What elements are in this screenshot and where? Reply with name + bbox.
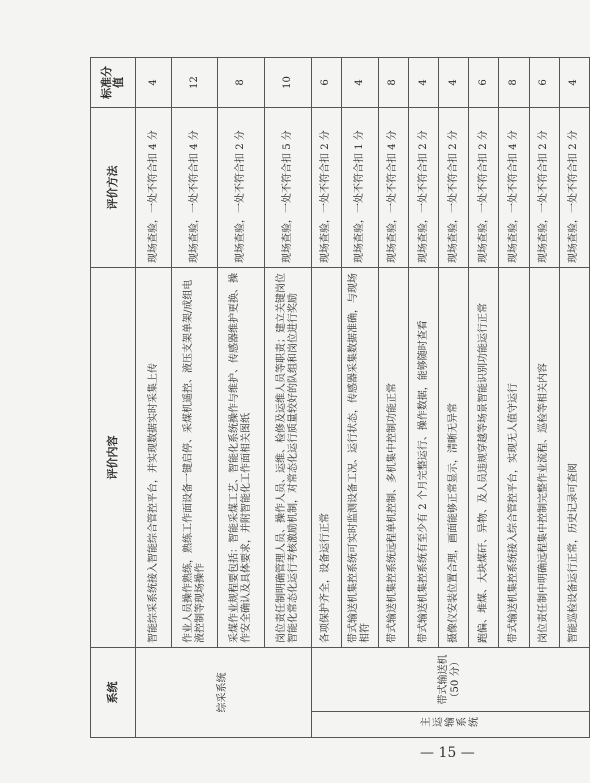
group-coal: 综采系统 xyxy=(136,647,311,737)
cell-score: 8 xyxy=(218,57,265,107)
cell-content: 带式输送机集控系统有至少有 2 个月完整运行、操作数据，能够随时查看 xyxy=(409,267,439,647)
cell-method: 现场查验，一处不符合扣 2 分 xyxy=(439,107,469,267)
cell-score: 6 xyxy=(529,57,559,107)
cell-content: 智能巡检设备运行正常，历史记录可查阅 xyxy=(559,267,589,647)
header-system: 系统 xyxy=(91,647,136,737)
cell-score: 6 xyxy=(311,57,341,107)
cell-score: 4 xyxy=(559,57,589,107)
cell-method: 现场查验，一处不符合扣 4 分 xyxy=(171,107,218,267)
group-main-transport: 主运输系统 xyxy=(311,712,589,738)
table-row xyxy=(499,57,529,737)
rotated-table-wrapper xyxy=(90,58,590,738)
cell-score: 8 xyxy=(499,57,529,107)
cell-method: 现场查验，一处不符合扣 4 分 xyxy=(499,107,529,267)
cell-content: 采煤作业规程要包括：智能采煤工艺、智能化系统操作与维护、传感器维护更换、操作安全确认及具体要求，并附智能化工作面相关图纸 xyxy=(218,267,265,647)
table-row xyxy=(439,57,469,737)
cell-method: 现场查验，一处不符合扣 2 分 xyxy=(409,107,439,267)
cell-method: 现场查验，一处不符合扣 2 分 xyxy=(529,107,559,267)
cell-method: 现场查验，一处不符合扣 2 分 xyxy=(311,107,341,267)
table-row xyxy=(136,57,172,737)
cell-content: 各项保护齐全，设备运行正常 xyxy=(311,267,341,647)
cell-content: 带式输送机集控系统远程单机控制、多机集中控制功能正常 xyxy=(378,267,408,647)
table-row xyxy=(218,57,265,737)
cell-score: 4 xyxy=(409,57,439,107)
cell-content: 带式输送机集控系统可实时监测设备工况、运行状态，传感器采集数据准确，与现场相符 xyxy=(341,267,378,647)
cell-content: 跑偏、堆煤、大块煤矸、异物、及人员违规穿越等场景智能识别功能运行正常 xyxy=(469,267,499,647)
header-method: 评价方法 xyxy=(91,107,136,267)
cell-method: 现场查验，一处不符合扣 4 分 xyxy=(136,107,172,267)
table-row xyxy=(341,57,378,737)
cell-score: 4 xyxy=(341,57,378,107)
cell-score: 4 xyxy=(439,57,469,107)
table-header-row xyxy=(91,57,136,737)
table-row xyxy=(265,57,312,737)
table-row xyxy=(559,57,589,737)
cell-score: 6 xyxy=(469,57,499,107)
page-number: — 15 — xyxy=(420,745,475,761)
cell-method: 现场查验，一处不符合扣 2 分 xyxy=(469,107,499,267)
cell-method: 现场查验，一处不符合扣 4 分 xyxy=(378,107,408,267)
table-row xyxy=(529,57,559,737)
cell-content: 岗位责任制中明确远程集中控制完整作业流程、巡检等相关内容 xyxy=(529,267,559,647)
evaluation-table xyxy=(90,57,590,738)
group-conveyor: 带式输送机（50 分） xyxy=(311,647,589,711)
header-content: 评价内容 xyxy=(91,267,136,647)
cell-score: 10 xyxy=(265,57,312,107)
cell-score: 12 xyxy=(171,57,218,107)
table-row xyxy=(171,57,218,737)
header-score: 标准分值 xyxy=(91,57,136,107)
cell-score: 8 xyxy=(378,57,408,107)
cell-method: 现场查验，一处不符合扣 5 分 xyxy=(265,107,312,267)
cell-score: 4 xyxy=(136,57,172,107)
cell-method: 现场查验，一处不符合扣 2 分 xyxy=(559,107,589,267)
table-row xyxy=(469,57,499,737)
table-row xyxy=(378,57,408,737)
cell-content: 带式输送机集控系统接入综合管控平台，实现无人值守运行 xyxy=(499,267,529,647)
cell-content: 智能综采系统接入智能综合管控平台，并实现数据实时采集上传 xyxy=(136,267,172,647)
cell-method: 现场查验，一处不符合扣 2 分 xyxy=(218,107,265,267)
table-row xyxy=(409,57,439,737)
cell-content: 摄像仪安装位置合理，画面能够正常显示，清晰无异常 xyxy=(439,267,469,647)
cell-content: 作业人员操作熟练，熟练工作面设备一键启停、采煤机遥控、液压支架单架/成组电液控制等现场操作 xyxy=(171,267,218,647)
cell-method: 现场查验，一处不符合扣 1 分 xyxy=(341,107,378,267)
table-row xyxy=(311,57,341,737)
cell-content: 岗位责任制明确管理人员、操作人员、运维、检修及运维人员等职责；建立关键岗位智能化常态化运行考核激励机制，对常态化运行质量较好的队组和岗位进行奖励 xyxy=(265,267,312,647)
